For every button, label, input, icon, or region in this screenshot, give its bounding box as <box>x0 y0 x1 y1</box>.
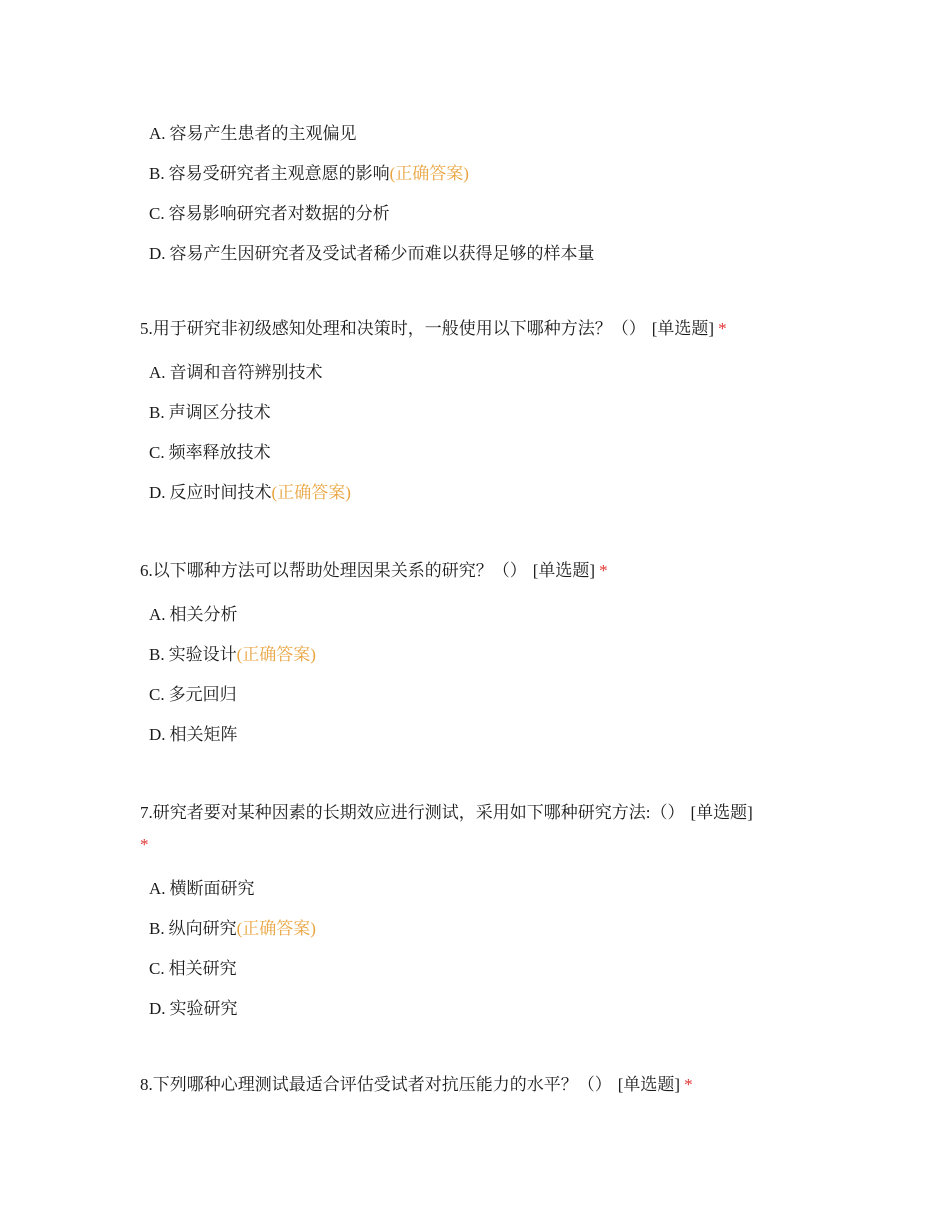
option-letter: C. <box>149 204 165 223</box>
option-text: 容易受研究者主观意愿的影响 <box>168 164 390 183</box>
option-text: 容易影响研究者对数据的分析 <box>168 204 390 223</box>
option-text: 纵向研究 <box>168 919 237 938</box>
correct-answer-note: (正确答案) <box>271 483 351 502</box>
option-letter: A. <box>149 124 166 143</box>
required-star: * <box>140 835 149 854</box>
option-c[interactable] <box>140 949 820 989</box>
option-letter: B. <box>149 164 165 183</box>
option-letter: D. <box>149 725 166 744</box>
option-letter: C. <box>149 959 165 978</box>
option-letter: B. <box>149 645 165 664</box>
option-text: 声调区分技术 <box>168 403 271 422</box>
option-letter: D. <box>149 999 166 1018</box>
required-star: * <box>684 1075 693 1094</box>
question-6-block <box>140 555 820 755</box>
question-type-tag: [单选题] <box>532 561 596 580</box>
option-a[interactable] <box>140 595 820 635</box>
option-letter: A. <box>149 879 166 898</box>
option-text: 横断面研究 <box>169 879 255 898</box>
option-text: 相关研究 <box>168 959 237 978</box>
question-title <box>140 797 820 861</box>
option-a[interactable] <box>140 353 820 393</box>
option-letter: C. <box>149 685 165 704</box>
option-letter: C. <box>149 443 165 462</box>
required-star: * <box>599 561 608 580</box>
option-text: 相关分析 <box>169 605 238 624</box>
question-7-block <box>140 797 820 1029</box>
question-6-options <box>140 595 820 755</box>
option-text: 实验研究 <box>169 999 238 1018</box>
correct-answer-note: (正确答案) <box>389 164 469 183</box>
option-text: 音调和音符辨别技术 <box>169 363 323 382</box>
option-c[interactable] <box>140 675 820 715</box>
option-b[interactable] <box>140 635 820 675</box>
question-text: 8.下列哪种心理测试最适合评估受试者对抗压能力的水平？（） <box>140 1075 612 1094</box>
question-title <box>140 555 820 587</box>
question-5-options <box>140 353 820 513</box>
option-text: 容易产生患者的主观偏见 <box>169 124 357 143</box>
question-4-block <box>140 114 820 274</box>
option-letter: A. <box>149 363 166 382</box>
option-b[interactable] <box>140 393 820 433</box>
question-text: 7.研究者要对某种因素的长期效应进行测试，采用如下哪种研究方法:（） <box>140 803 685 822</box>
option-letter: A. <box>149 605 166 624</box>
correct-answer-note: (正确答案) <box>236 919 316 938</box>
question-type-tag: [单选题] <box>617 1075 681 1094</box>
question-type-tag: [单选题] <box>690 803 753 822</box>
required-star: * <box>718 319 727 338</box>
option-d[interactable] <box>140 989 820 1029</box>
question-type-tag: [单选题] <box>651 319 715 338</box>
question-text: 6.以下哪种方法可以帮助处理因果关系的研究？（） <box>140 561 527 580</box>
question-4-options <box>140 114 820 274</box>
option-a[interactable] <box>140 114 820 154</box>
option-text: 实验设计 <box>168 645 237 664</box>
option-b[interactable] <box>140 154 820 194</box>
option-text: 频率释放技术 <box>168 443 271 462</box>
option-letter: B. <box>149 403 165 422</box>
question-5-block <box>140 313 820 513</box>
option-d[interactable] <box>140 715 820 755</box>
option-text: 反应时间技术 <box>169 483 272 502</box>
option-c[interactable] <box>140 194 820 234</box>
option-d[interactable] <box>140 473 820 513</box>
question-title <box>140 313 820 345</box>
correct-answer-note: (正确答案) <box>236 645 316 664</box>
option-text: 相关矩阵 <box>169 725 238 744</box>
option-text: 容易产生因研究者及受试者稀少而难以获得足够的样本量 <box>169 244 595 263</box>
option-c[interactable] <box>140 433 820 473</box>
option-letter: B. <box>149 919 165 938</box>
option-a[interactable] <box>140 869 820 909</box>
option-d[interactable] <box>140 234 820 274</box>
question-7-options <box>140 869 820 1029</box>
question-title <box>140 1069 820 1101</box>
option-letter: D. <box>149 483 166 502</box>
option-b[interactable] <box>140 909 820 949</box>
option-letter: D. <box>149 244 166 263</box>
question-8-block <box>140 1069 820 1101</box>
question-text: 5.用于研究非初级感知处理和决策时，一般使用以下哪种方法？（） <box>140 319 646 338</box>
option-text: 多元回归 <box>168 685 237 704</box>
